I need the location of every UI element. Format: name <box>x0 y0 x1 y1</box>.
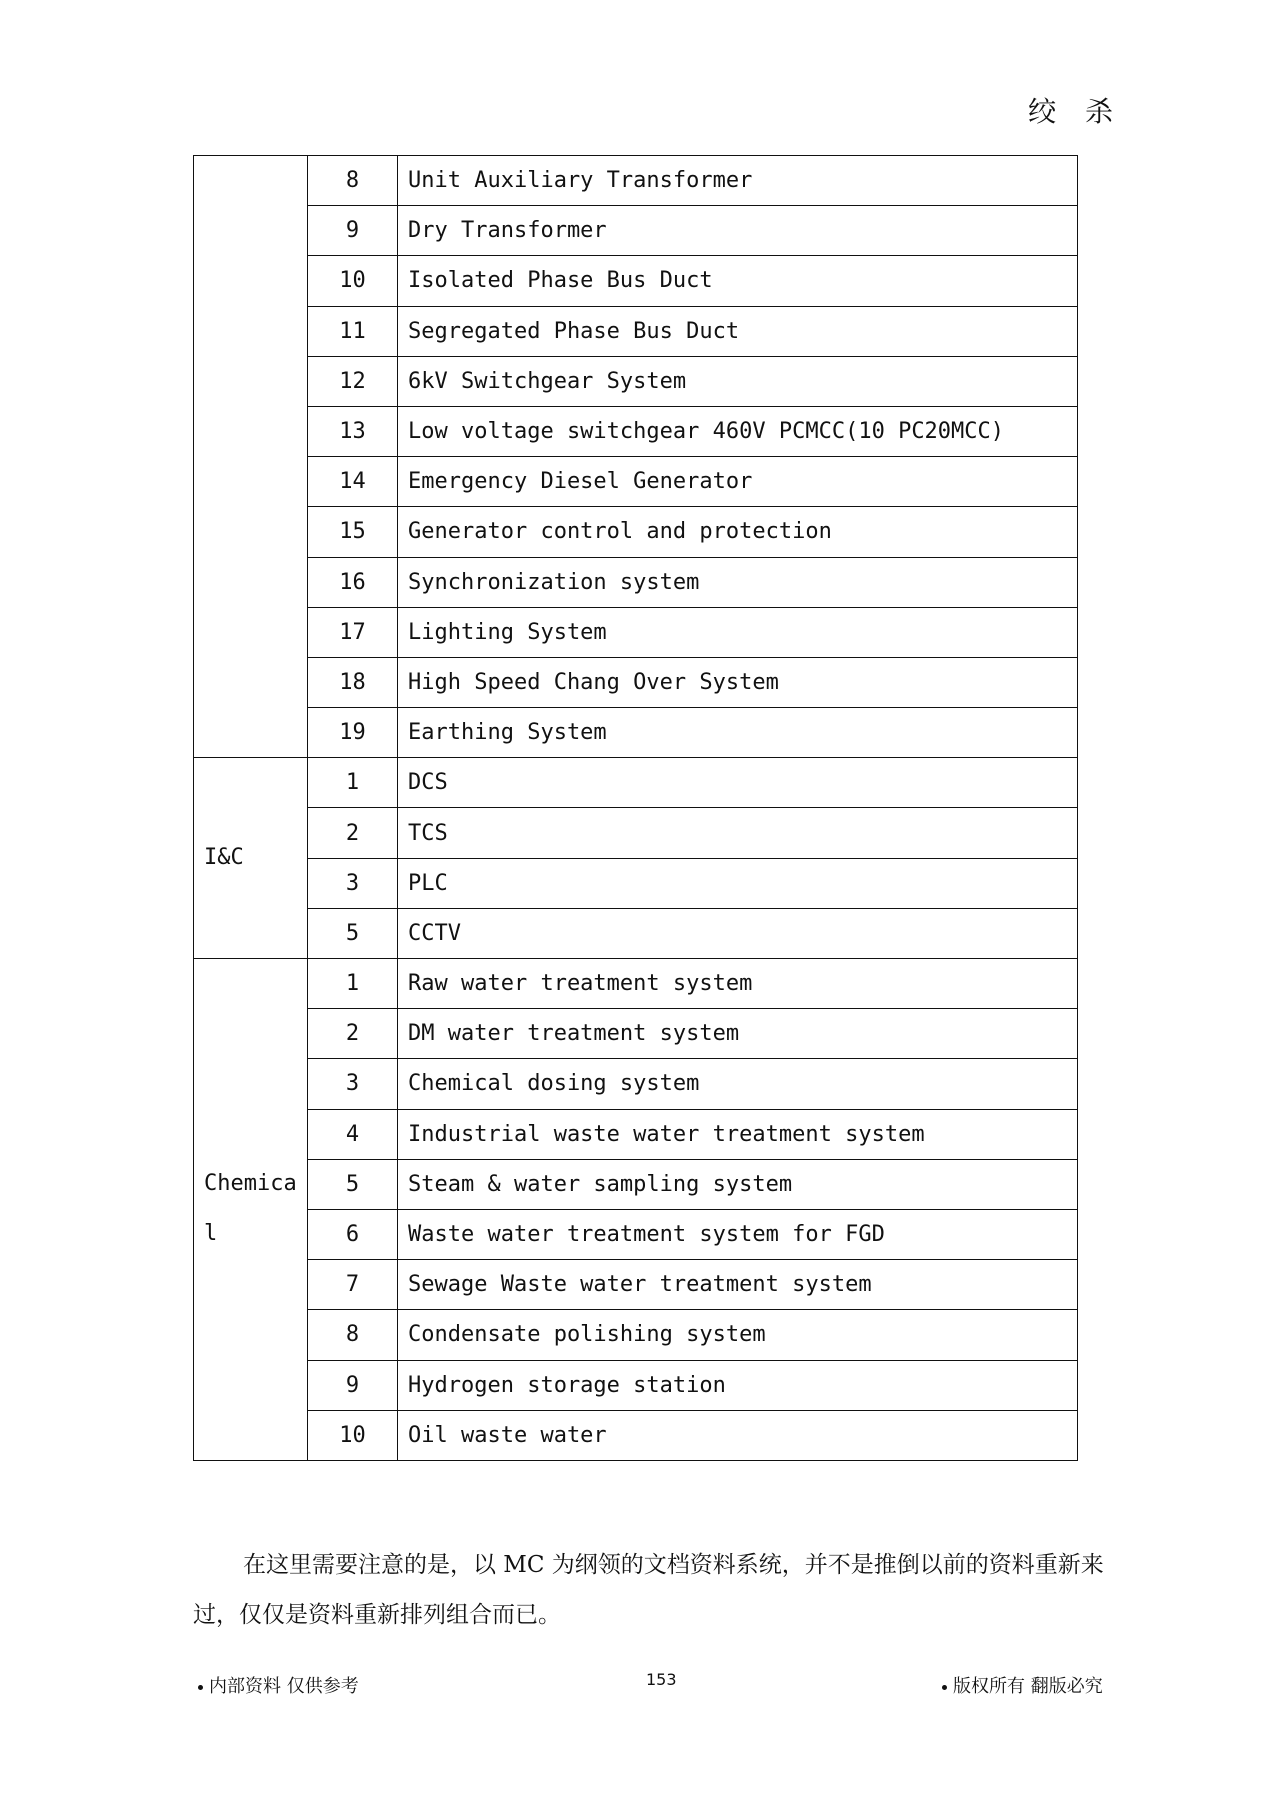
system-name: Lighting System <box>398 607 1078 657</box>
table-body <box>194 156 1078 1461</box>
table-row <box>194 356 1078 406</box>
item-number: 2 <box>308 808 398 858</box>
item-number: 10 <box>308 1410 398 1460</box>
system-name: DM water treatment system <box>398 1009 1078 1059</box>
category-label: I&C <box>204 845 244 871</box>
body-paragraph: 在这里需要注意的是，以 MC 为纲领的文档资料系统，并不是推倒以前的资料重新来过，仅仅是资料重新排列组合而已。 <box>193 1552 1104 1628</box>
system-name: Waste water treatment system for FGD <box>398 1209 1078 1259</box>
item-number: 9 <box>308 206 398 256</box>
footer-left-text: 内部资料 仅供参考 <box>209 1676 359 1697</box>
item-number: 7 <box>308 1260 398 1310</box>
table-row <box>194 156 1078 206</box>
category-label: Chemical <box>204 1171 297 1247</box>
table-row <box>194 1360 1078 1410</box>
system-name: Emergency Diesel Generator <box>398 457 1078 507</box>
item-number: 3 <box>308 858 398 908</box>
table-row <box>194 959 1078 1009</box>
table-row <box>194 708 1078 758</box>
item-number: 5 <box>308 1159 398 1209</box>
table-row <box>194 1009 1078 1059</box>
table-row <box>194 858 1078 908</box>
footer-right-text: 版权所有 翻版必究 <box>953 1676 1103 1697</box>
system-name: TCS <box>398 808 1078 858</box>
item-number: 13 <box>308 406 398 456</box>
table-row <box>194 1109 1078 1159</box>
system-list-table <box>193 155 1078 1461</box>
item-number: 8 <box>308 1310 398 1360</box>
system-name: Oil waste water <box>398 1410 1078 1460</box>
item-number: 1 <box>308 959 398 1009</box>
category-cell <box>194 156 308 758</box>
table-row <box>194 457 1078 507</box>
bullet-icon <box>942 1685 947 1690</box>
table-row <box>194 256 1078 306</box>
table-row <box>194 808 1078 858</box>
table-row <box>194 1059 1078 1109</box>
item-number: 1 <box>308 758 398 808</box>
item-number: 19 <box>308 708 398 758</box>
table-row <box>194 1209 1078 1259</box>
item-number: 16 <box>308 557 398 607</box>
page-number: 153 <box>646 1670 677 1689</box>
item-number: 10 <box>308 256 398 306</box>
table-row <box>194 206 1078 256</box>
system-name: 6kV Switchgear System <box>398 356 1078 406</box>
system-name: High Speed Chang Over System <box>398 657 1078 707</box>
item-number: 8 <box>308 156 398 206</box>
system-name: Hydrogen storage station <box>398 1360 1078 1410</box>
system-name: Condensate polishing system <box>398 1310 1078 1360</box>
system-name: Synchronization system <box>398 557 1078 607</box>
table-row <box>194 557 1078 607</box>
system-name: Dry Transformer <box>398 206 1078 256</box>
item-number: 6 <box>308 1209 398 1259</box>
table-row <box>194 406 1078 456</box>
table-row <box>194 306 1078 356</box>
bullet-icon <box>198 1685 203 1690</box>
item-number: 5 <box>308 908 398 958</box>
page-header-title: 绞 杀 <box>1028 95 1123 128</box>
system-name: Low voltage switchgear 460V PCMCC(10 PC20MCC) <box>398 406 1078 456</box>
category-cell <box>194 758 308 959</box>
system-name: Steam & water sampling system <box>398 1159 1078 1209</box>
item-number: 11 <box>308 306 398 356</box>
system-name: PLC <box>398 858 1078 908</box>
table-row <box>194 657 1078 707</box>
system-name: Raw water treatment system <box>398 959 1078 1009</box>
item-number: 14 <box>308 457 398 507</box>
item-number: 18 <box>308 657 398 707</box>
system-name: Isolated Phase Bus Duct <box>398 256 1078 306</box>
footer-left <box>198 1672 359 1698</box>
system-name: Industrial waste water treatment system <box>398 1109 1078 1159</box>
table-row <box>194 607 1078 657</box>
system-name: Chemical dosing system <box>398 1059 1078 1109</box>
item-number: 17 <box>308 607 398 657</box>
footer-right <box>942 1672 1103 1698</box>
table-row <box>194 1159 1078 1209</box>
table-row <box>194 1310 1078 1360</box>
item-number: 9 <box>308 1360 398 1410</box>
item-number: 12 <box>308 356 398 406</box>
system-name: CCTV <box>398 908 1078 958</box>
table-row <box>194 908 1078 958</box>
system-name: Unit Auxiliary Transformer <box>398 156 1078 206</box>
system-name: DCS <box>398 758 1078 808</box>
table-row <box>194 758 1078 808</box>
table-row <box>194 1410 1078 1460</box>
system-name: Segregated Phase Bus Duct <box>398 306 1078 356</box>
table-row <box>194 1260 1078 1310</box>
item-number: 2 <box>308 1009 398 1059</box>
system-name: Generator control and protection <box>398 507 1078 557</box>
system-name: Earthing System <box>398 708 1078 758</box>
item-number: 4 <box>308 1109 398 1159</box>
item-number: 3 <box>308 1059 398 1109</box>
system-name: Sewage Waste water treatment system <box>398 1260 1078 1310</box>
item-number: 15 <box>308 507 398 557</box>
table-row <box>194 507 1078 557</box>
category-cell <box>194 959 308 1461</box>
